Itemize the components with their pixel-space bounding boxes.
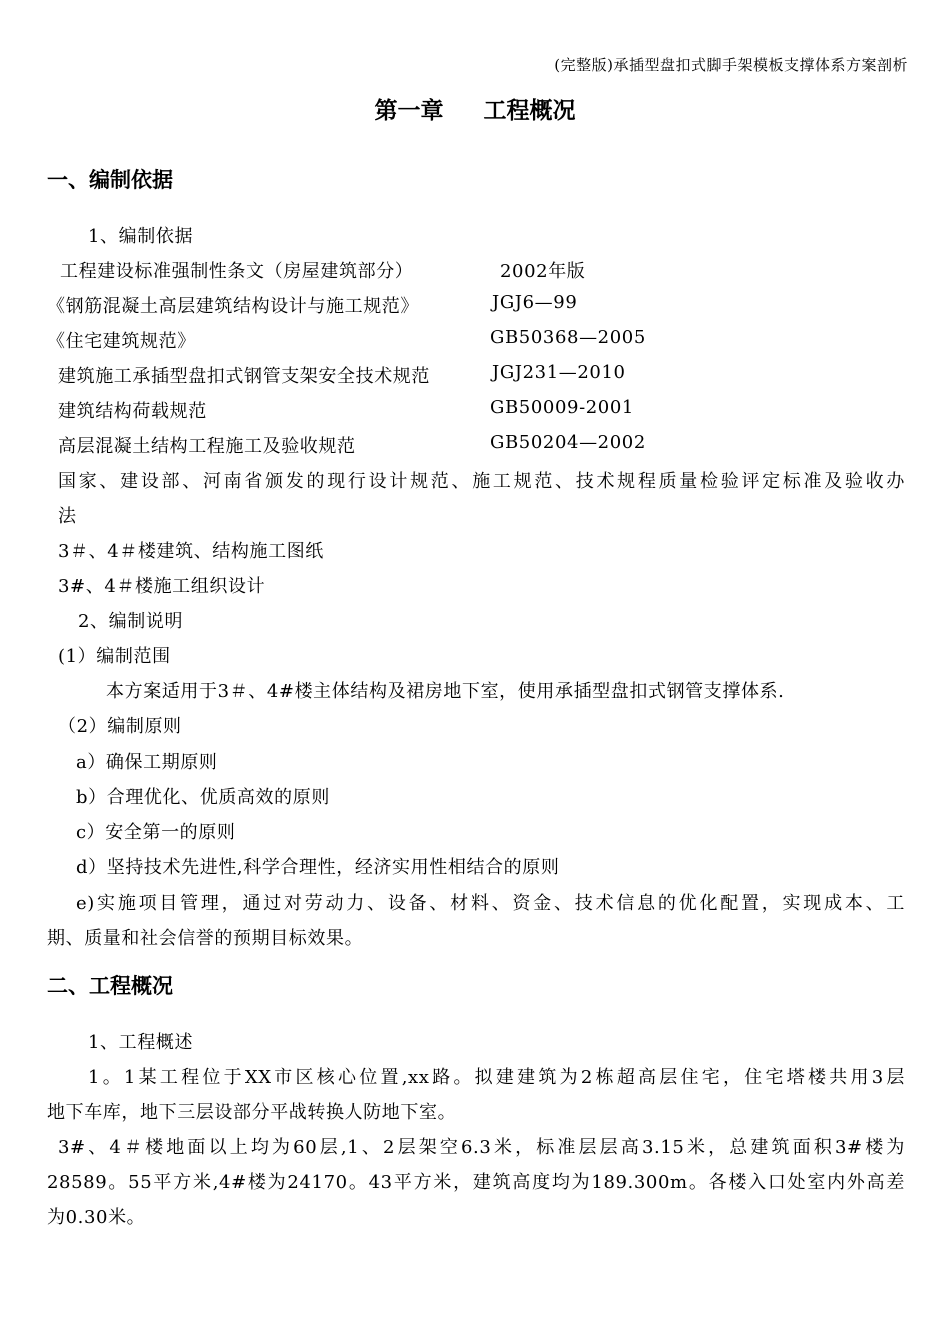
principle-item: a）确保工期原则: [76, 752, 218, 773]
page-header: (完整版)承插型盘扣式脚手架模板支撑体系方案剖析: [554, 56, 908, 74]
reference-code: GB50009-2001: [490, 397, 634, 418]
principle-e-line: e)实施项目管理，通过对劳动力、设备、材料、资金、技术信息的优化配置，实现成本、工: [76, 893, 905, 914]
reference-name: 工程建设标准强制性条文（房屋建筑部分）: [60, 261, 414, 282]
overview-paragraph-line: 地下车库，地下三层设部分平战转换人防地下室。: [47, 1102, 457, 1123]
reference-name: 《钢筋混凝土高层建筑结构设计与施工规范》: [47, 296, 419, 317]
reference-name: 高层混凝土结构工程施工及验收规范: [58, 436, 356, 457]
chapter-name: 工程概况: [483, 98, 576, 124]
principle-item: c）安全第一的原则: [76, 822, 236, 843]
national-standards-line: 国家、建设部、河南省颁发的现行设计规范、施工规范、技术规程质量检验评定标准及验收办: [58, 471, 905, 492]
section-title-overview: 二、工程概况: [47, 974, 173, 998]
reference-code: JGJ6—99: [492, 292, 578, 313]
principle-e-line: 期、质量和社会信誉的预期目标效果。: [47, 928, 364, 949]
principle-title: （2）编制原则: [58, 716, 182, 737]
principle-item: b）合理优化、优质高效的原则: [76, 787, 330, 808]
reference-name: 建筑施工承插型盘扣式钢管支架安全技术规范: [58, 366, 430, 387]
scope-title: (1）编制范围: [58, 646, 171, 667]
reference-code: GB50368—2005: [490, 327, 646, 348]
reference-code: GB50204—2002: [490, 432, 646, 453]
principle-item: d）坚持技术先进性,科学合理性，经济实用性相结合的原则: [76, 857, 560, 878]
section-title-basis: 一、编制依据: [47, 168, 173, 192]
overview-paragraph-line: 1。1某工程位于XX市区核心位置,xx路。拟建建筑为2栋超高层住宅，住宅塔楼共用3层: [88, 1067, 905, 1088]
overview-paragraph-line: 为0.30米。: [47, 1207, 146, 1228]
national-standards-line: 法: [58, 506, 77, 527]
chapter-number: 第一章: [374, 98, 444, 124]
overview-paragraph-line: 3#、4＃楼地面以上均为60层,1、2层架空6.3米，标准层层高3.15米，总建筑面积3#楼为: [58, 1137, 905, 1158]
reference-code: JGJ231—2010: [492, 362, 626, 383]
reference-code: 2002年版: [500, 261, 586, 282]
overview-paragraph-line: 28589。55平方米,4#楼为24170。43平方米，建筑高度均为189.300m。各楼入口处室内外高差: [47, 1172, 905, 1193]
reference-name: 《住宅建筑规范》: [47, 331, 196, 352]
scope-text: 本方案适用于3＃、4#楼主体结构及裙房地下室，使用承插型盘扣式钢管支撑体系.: [106, 681, 785, 702]
subsection-basis: 1、编制依据: [88, 226, 194, 247]
reference-name: 建筑结构荷载规范: [58, 401, 207, 422]
chapter-title: [0, 92, 950, 125]
subsection-overview: 1、工程概述: [88, 1032, 194, 1053]
drawings-item: 3＃、4＃楼建筑、结构施工图纸: [58, 541, 324, 562]
org-design-item: 3#、4＃楼施工组织设计: [58, 576, 266, 597]
subsection-explanation: 2、编制说明: [78, 611, 184, 632]
